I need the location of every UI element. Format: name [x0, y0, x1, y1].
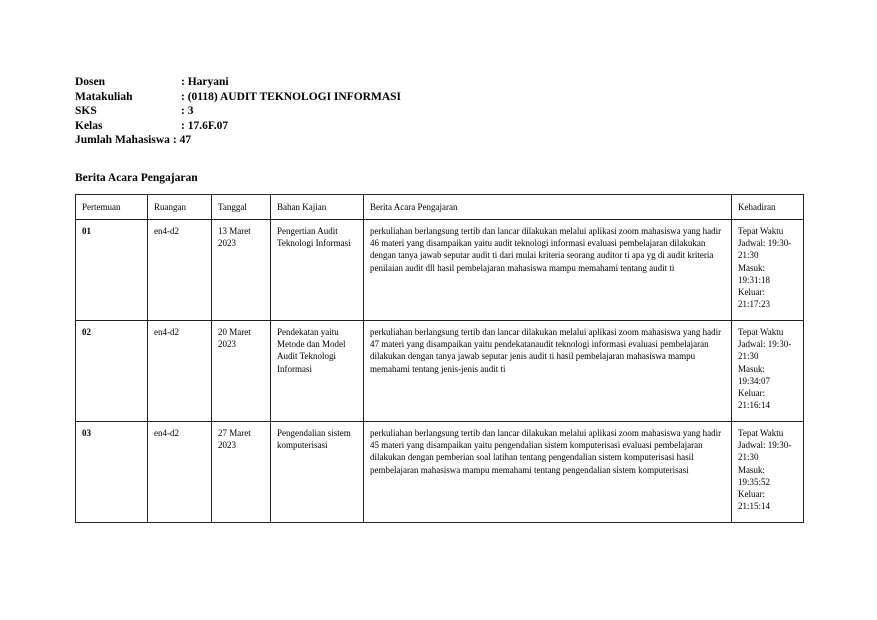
info-row-dosen [75, 75, 401, 90]
table-row [76, 220, 804, 321]
cell-tanggal: 27 Maret 2023 [212, 422, 271, 523]
cell-berita-acara: perkuliahan berlangsung tertib dan lancar dilakukan melalui aplikasi zoom mahasiswa yang hadir 45 materi yang disampaikan yaitu pengendalian sistem komputerisasi evaluasi pembelajaran dilakukan dengan pemberian soal latihan tentang pengendalian sistem komputerisasi hasil pembelajaran mahasiswa mampu memahami tentang pengendalian sistem komputerisasi [364, 422, 732, 523]
kelas-label: Kelas [75, 119, 103, 132]
cell-ruangan: en4-d2 [148, 321, 212, 422]
cell-pertemuan: 02 [76, 321, 148, 422]
teaching-report-table [75, 194, 804, 523]
cell-berita-acara: perkuliahan berlangsung tertib dan lancar dilakukan melalui aplikasi zoom mahasiswa yang hadir 47 materi yang disampaikan yaitu pendekatanaudit teknologi informasi evaluasi pembelajaran dilakukan dengan tanya jawab seputar jenis audit ti hasil pembelajaran mahasiswa mampu memahami tentang jenis-jenis audit ti [364, 321, 732, 422]
jumlah-mahasiswa-label: Jumlah Mahasiswa [75, 134, 170, 146]
table-header-row [76, 195, 804, 220]
info-row-matakuliah [75, 90, 401, 105]
header-tanggal: Tanggal [212, 195, 271, 220]
matakuliah-value: : (0118) AUDIT TEKNOLOGI INFORMASI [181, 90, 402, 103]
kehadiran-jadwal: Jadwal: 19:30-21:30 [738, 238, 792, 261]
header-kehadiran: Kehadiran [732, 195, 804, 220]
kehadiran-status: Tepat Waktu [738, 327, 784, 337]
dosen-label: Dosen [75, 76, 106, 88]
kehadiran-keluar: Keluar: 21:16:14 [738, 388, 771, 411]
header-berita-acara: Berita Acara Pengajaran [364, 195, 732, 220]
section-title: Berita Acara Pengajaran [75, 172, 198, 184]
course-info [75, 75, 401, 148]
header-bahan-kajian: Bahan Kajian [271, 195, 364, 220]
cell-ruangan: en4-d2 [148, 422, 212, 523]
cell-bahan-kajian: Pengendalian sistem komputerisasi [271, 422, 364, 523]
header-pertemuan: Pertemuan [76, 195, 148, 220]
sks-value: : 3 [181, 105, 194, 117]
sks-label: SKS [75, 105, 97, 117]
cell-bahan-kajian: Pendekatan yaitu Metode dan Model Audit Teknologi Informasi [271, 321, 364, 422]
kehadiran-status: Tepat Waktu [738, 428, 784, 438]
kehadiran-keluar: Keluar: 21:17:23 [738, 287, 771, 310]
cell-berita-acara: perkuliahan berlangsung tertib dan lancar dilakukan melalui aplikasi zoom mahasiswa yang hadir 46 materi yang disampaikan yaitu audit teknologi informasi evaluasi pembelajaran dilakukan dengan tanya jawab seputar audit ti dari mulai kriteria seorang auditor ti apa yg di audit kriteria penilaian audit dll hasil pembelajaran mahasiswa mampu memahami tentang audit ti [364, 220, 732, 321]
cell-pertemuan: 03 [76, 422, 148, 523]
kehadiran-jadwal: Jadwal: 19:30-21:30 [738, 339, 792, 362]
info-row-kelas [75, 119, 401, 134]
cell-kehadiran [732, 220, 804, 321]
cell-tanggal: 13 Maret 2023 [212, 220, 271, 321]
cell-kehadiran [732, 422, 804, 523]
dosen-value: : Haryani [181, 76, 229, 88]
kehadiran-jadwal: Jadwal: 19:30-21:30 [738, 440, 792, 463]
cell-kehadiran [732, 321, 804, 422]
jumlah-mahasiswa-value: : 47 [172, 134, 192, 146]
kehadiran-masuk: Masuk: 19:34:07 [738, 363, 771, 386]
info-row-sks [75, 104, 401, 119]
matakuliah-label: Matakuliah [75, 90, 133, 103]
cell-tanggal: 20 Maret 2023 [212, 321, 271, 422]
kehadiran-status: Tepat Waktu [738, 226, 784, 236]
table-row [76, 422, 804, 523]
kehadiran-keluar: Keluar: 21:15:14 [738, 489, 771, 512]
cell-pertemuan: 01 [76, 220, 148, 321]
cell-ruangan: en4-d2 [148, 220, 212, 321]
kehadiran-masuk: Masuk: 19:35:52 [738, 464, 771, 487]
kehadiran-masuk: Masuk: 19:31:18 [738, 262, 771, 285]
cell-bahan-kajian: Pengertian Audit Teknologi Informasi [271, 220, 364, 321]
info-row-jumlah-mahasiswa [75, 133, 401, 148]
kelas-value: : 17.6F.07 [181, 119, 229, 132]
header-ruangan: Ruangan [148, 195, 212, 220]
table-row [76, 321, 804, 422]
